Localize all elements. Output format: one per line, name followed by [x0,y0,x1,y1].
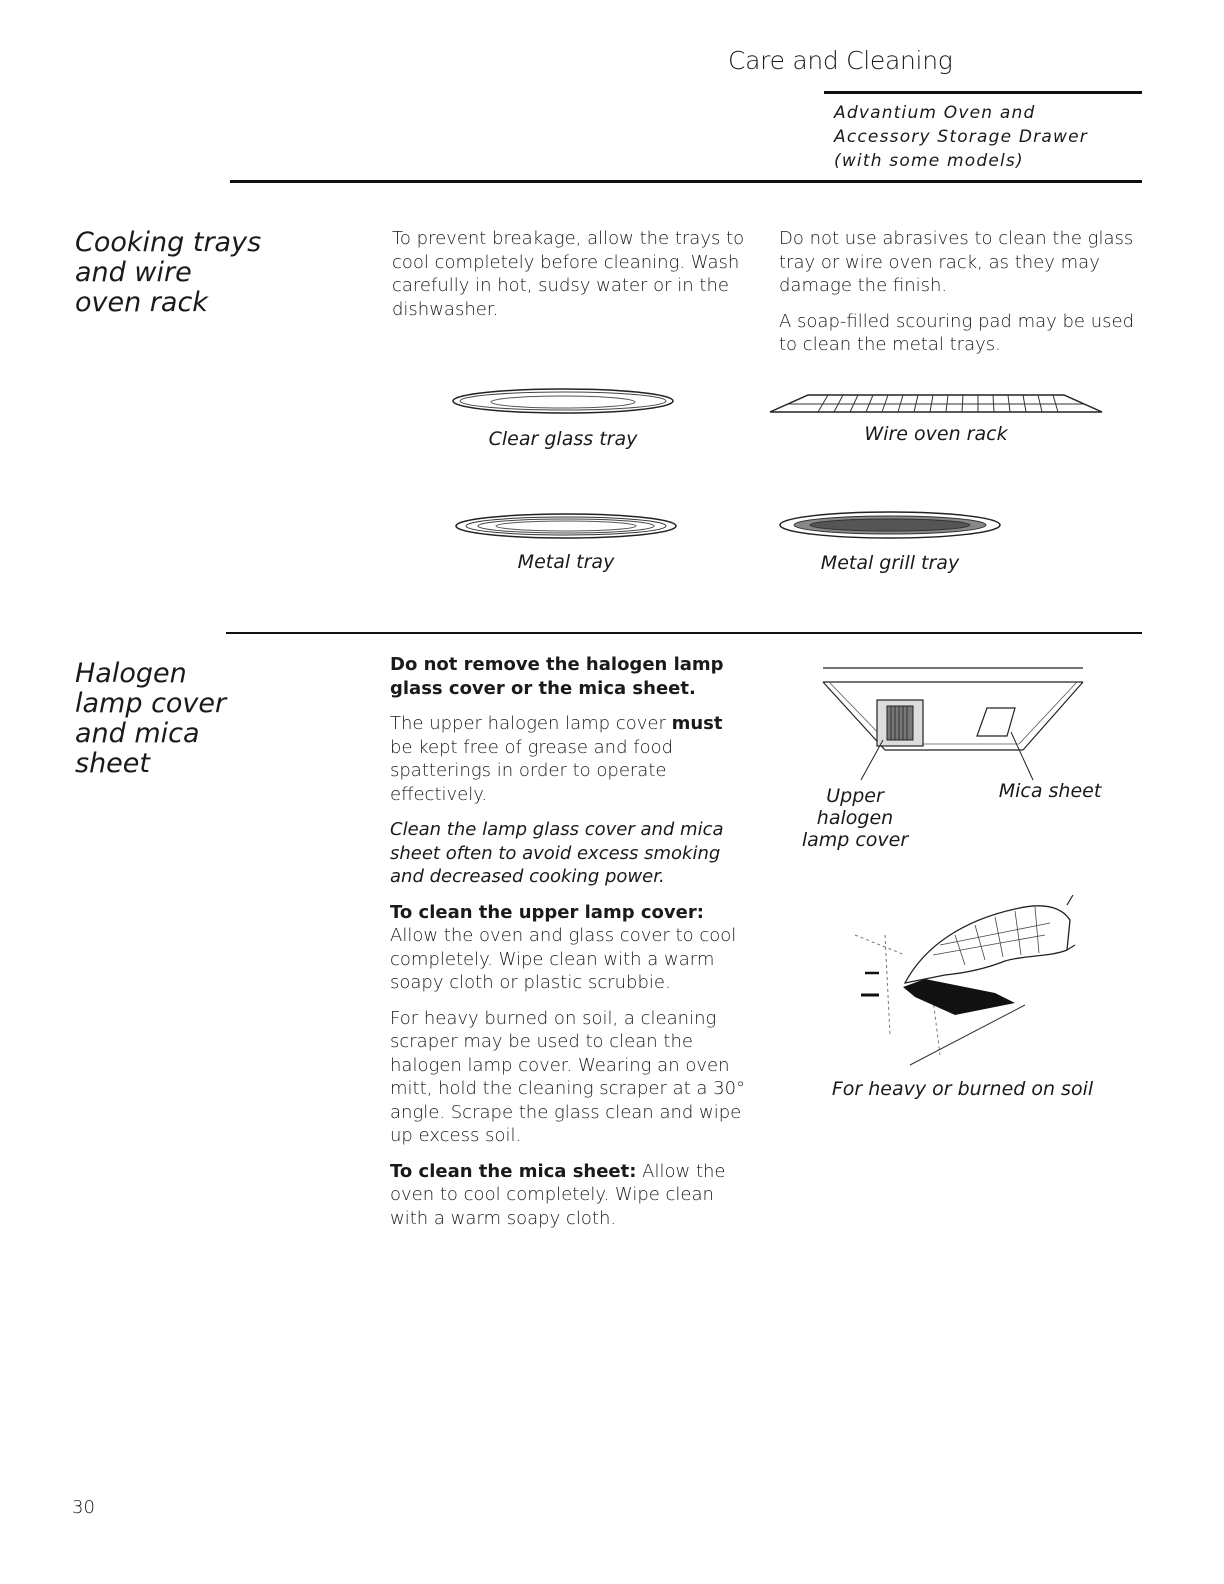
section-divider [230,180,1142,183]
section-divider [226,632,1142,634]
emphasis-text: must [671,713,723,734]
metal-tray-illustration [453,511,679,541]
heavy-soil-paragraph: For heavy burned on soil, a cleaning scraper may be used to clean the halogen lamp cover. Wearing an oven mitt, hold the cleaning scraper at a 30° angle. Scrape the glass clean and wipe up excess soil. [390,1007,746,1146]
mica-paragraph [390,1160,750,1231]
header-rule [824,91,1142,94]
abrasives-paragraph: Do not use abrasives to clean the glass tray or wire oven rack, as they may damage the finish. [779,228,1134,296]
trays-col2 [779,227,1147,369]
metal-grill-tray-illustration [777,509,1003,541]
upper-cover-label: To clean the upper lamp cover: [390,901,704,923]
label-line: halogen [816,807,894,829]
paragraph-text: Allow the oven to cool completely. Wipe clean with a warm soapy cloth. [390,1160,726,1229]
heading-line: and mica [75,718,200,749]
wire-oven-rack-caption: Wire oven rack [864,423,1008,445]
subtitle-line: Advantium Oven and [834,103,1036,123]
oven-mitt-scraper-illustration [845,895,1080,1070]
page-subtitle [834,101,1134,173]
oven-ceiling-diagram [815,660,1095,790]
heading-line: and wire [75,257,192,288]
paragraph-text: The upper halogen lamp cover [390,713,672,734]
clear-glass-tray-illustration [450,386,676,416]
cleaning-note: Clean the lamp glass cover and mica sheet often to avoid excess smoking and decreased cooking power. [390,819,724,887]
label-line: lamp cover [801,829,909,851]
heading-line: Cooking trays [75,227,262,258]
metal-tray-caption: Metal tray [517,551,615,573]
page-number: 30 [72,1497,95,1518]
halogen-warning: Do not remove the halogen lamp glass cover or the mica sheet. [390,654,724,699]
trays-col1 [392,227,764,333]
trays-paragraph: To prevent breakage, allow the trays to cool completely before cleaning. Wash carefully in hot, sudsy water or in the dishwasher. [392,228,745,320]
subtitle-line: Accessory Storage Drawer [834,127,1088,147]
subtitle-line: (with some models) [834,151,1024,171]
paragraph-text: be kept free of grease and food spatterings in order to operate effectively. [390,736,674,805]
heading-line: Halogen [75,658,187,689]
scraper-caption: For heavy or burned on soil [831,1078,1094,1100]
mica-label: To clean the mica sheet: [390,1160,637,1182]
mica-sheet-label: Mica sheet [998,780,1102,802]
label-line: Upper [826,785,884,807]
trays-heading [75,228,275,318]
halogen-heading [75,659,275,779]
wire-oven-rack-illustration [768,393,1104,415]
paragraph-text: Allow the oven and glass cover to cool completely. Wipe clean with a warm soapy cloth or plastic scrubbie. [390,925,737,993]
clear-glass-tray-caption: Clear glass tray [488,428,638,450]
lamp-cover-paragraph [390,712,750,806]
scouring-paragraph: A soap-filled scouring pad may be used to clean the metal trays. [779,310,1135,355]
metal-grill-tray-caption: Metal grill tray [820,552,960,574]
page-title: Care and Cleaning [728,46,953,75]
halogen-col [390,653,750,1242]
upper-halogen-label [800,785,910,851]
heading-line: lamp cover [75,688,227,719]
heading-line: oven rack [75,287,208,318]
heading-line: sheet [75,748,150,779]
upper-cover-paragraph [390,901,750,995]
